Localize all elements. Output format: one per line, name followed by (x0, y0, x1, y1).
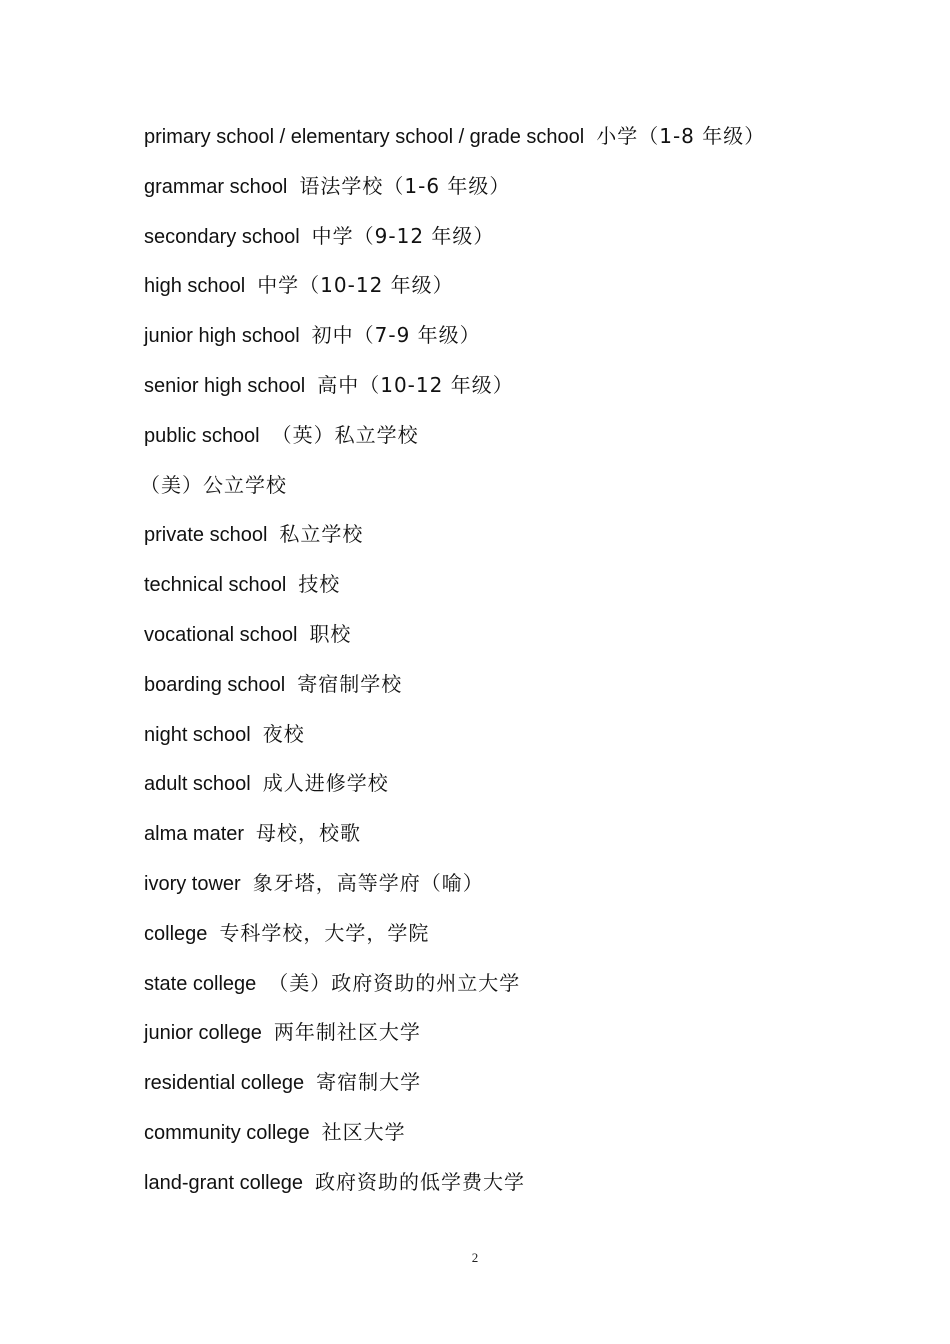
entry-chinese: （美）公立学校 (140, 472, 287, 497)
vocabulary-entry (144, 668, 904, 718)
entry-english: alma mater (144, 823, 245, 846)
entry-english: secondary school (144, 225, 300, 248)
entry-english: junior college (144, 1022, 262, 1045)
entry-chinese: 中学（9-12 年级） (311, 223, 495, 248)
vocabulary-entry (144, 120, 904, 170)
entry-chinese: （英）私立学校 (271, 422, 419, 447)
entry-chinese: 语法学校（1-6 年级） (299, 173, 511, 198)
vocabulary-entry-continuation (140, 469, 904, 519)
entry-chinese: 技校 (298, 572, 341, 597)
entry-english: residential college (144, 1072, 305, 1095)
entry-english: technical school (144, 574, 287, 597)
entry-chinese: 政府资助的低学费大学 (315, 1169, 525, 1194)
entry-chinese: 两年制社区大学 (273, 1020, 421, 1045)
vocabulary-entry (144, 967, 904, 1017)
entry-english: senior high school (144, 374, 306, 397)
entry-chinese: 象牙塔，高等学府（喻） (252, 870, 484, 895)
entry-english: high school (144, 275, 246, 298)
entry-english: junior high school (144, 325, 300, 348)
vocabulary-entry (144, 917, 904, 967)
vocabulary-entry (144, 220, 904, 270)
vocabulary-entry (144, 867, 904, 917)
vocabulary-list (140, 120, 904, 1216)
vocabulary-entry (144, 419, 904, 469)
vocabulary-entry (144, 170, 904, 220)
entry-english: college (144, 922, 208, 945)
entry-english: private school (144, 524, 268, 547)
entry-chinese: 职校 (309, 621, 352, 646)
vocabulary-entry (144, 1116, 904, 1166)
entry-english: vocational school (144, 623, 298, 646)
entry-chinese: 初中（7-9 年级） (311, 323, 481, 348)
entry-english: public school (144, 424, 260, 447)
vocabulary-entry (144, 1066, 904, 1116)
entry-english: grammar school (144, 175, 288, 198)
entry-english: state college (144, 972, 257, 995)
entry-chinese: 高中（10-12 年级） (317, 372, 514, 397)
vocabulary-entry (144, 568, 904, 618)
entry-chinese: 母校，校歌 (256, 821, 362, 846)
vocabulary-entry (144, 369, 904, 419)
entry-english: community college (144, 1121, 310, 1144)
entry-chinese: 寄宿制大学 (316, 1070, 422, 1095)
entry-chinese: 中学（10-12 年级） (257, 273, 454, 298)
entry-english: adult school (144, 773, 251, 796)
entry-english: land-grant college (144, 1171, 303, 1194)
vocabulary-entry (144, 817, 904, 867)
vocabulary-entry (144, 269, 904, 319)
vocabulary-entry (144, 718, 904, 768)
entry-chinese: 小学（1-8 年级） (596, 124, 766, 148)
entry-chinese: 私立学校 (279, 522, 364, 547)
entry-chinese: 成人进修学校 (262, 771, 389, 796)
entry-chinese: 社区大学 (321, 1119, 406, 1144)
vocabulary-entry (144, 1166, 904, 1216)
entry-english: primary school / elementary school / grade school (144, 126, 585, 148)
entry-chinese: 夜校 (262, 721, 305, 746)
vocabulary-entry (144, 1016, 904, 1066)
entry-chinese: 专科学校，大学，学院 (219, 920, 430, 945)
entry-chinese: 寄宿制学校 (297, 671, 403, 696)
entry-english: night school (144, 723, 251, 746)
page-number: 2 (471, 1250, 479, 1265)
entry-english: ivory tower (144, 872, 241, 895)
entry-chinese: （美）政府资助的州立大学 (268, 970, 521, 995)
vocabulary-entry (144, 319, 904, 369)
vocabulary-entry (144, 518, 904, 568)
vocabulary-entry (144, 767, 904, 817)
vocabulary-entry (144, 618, 904, 668)
entry-english: boarding school (144, 673, 286, 696)
